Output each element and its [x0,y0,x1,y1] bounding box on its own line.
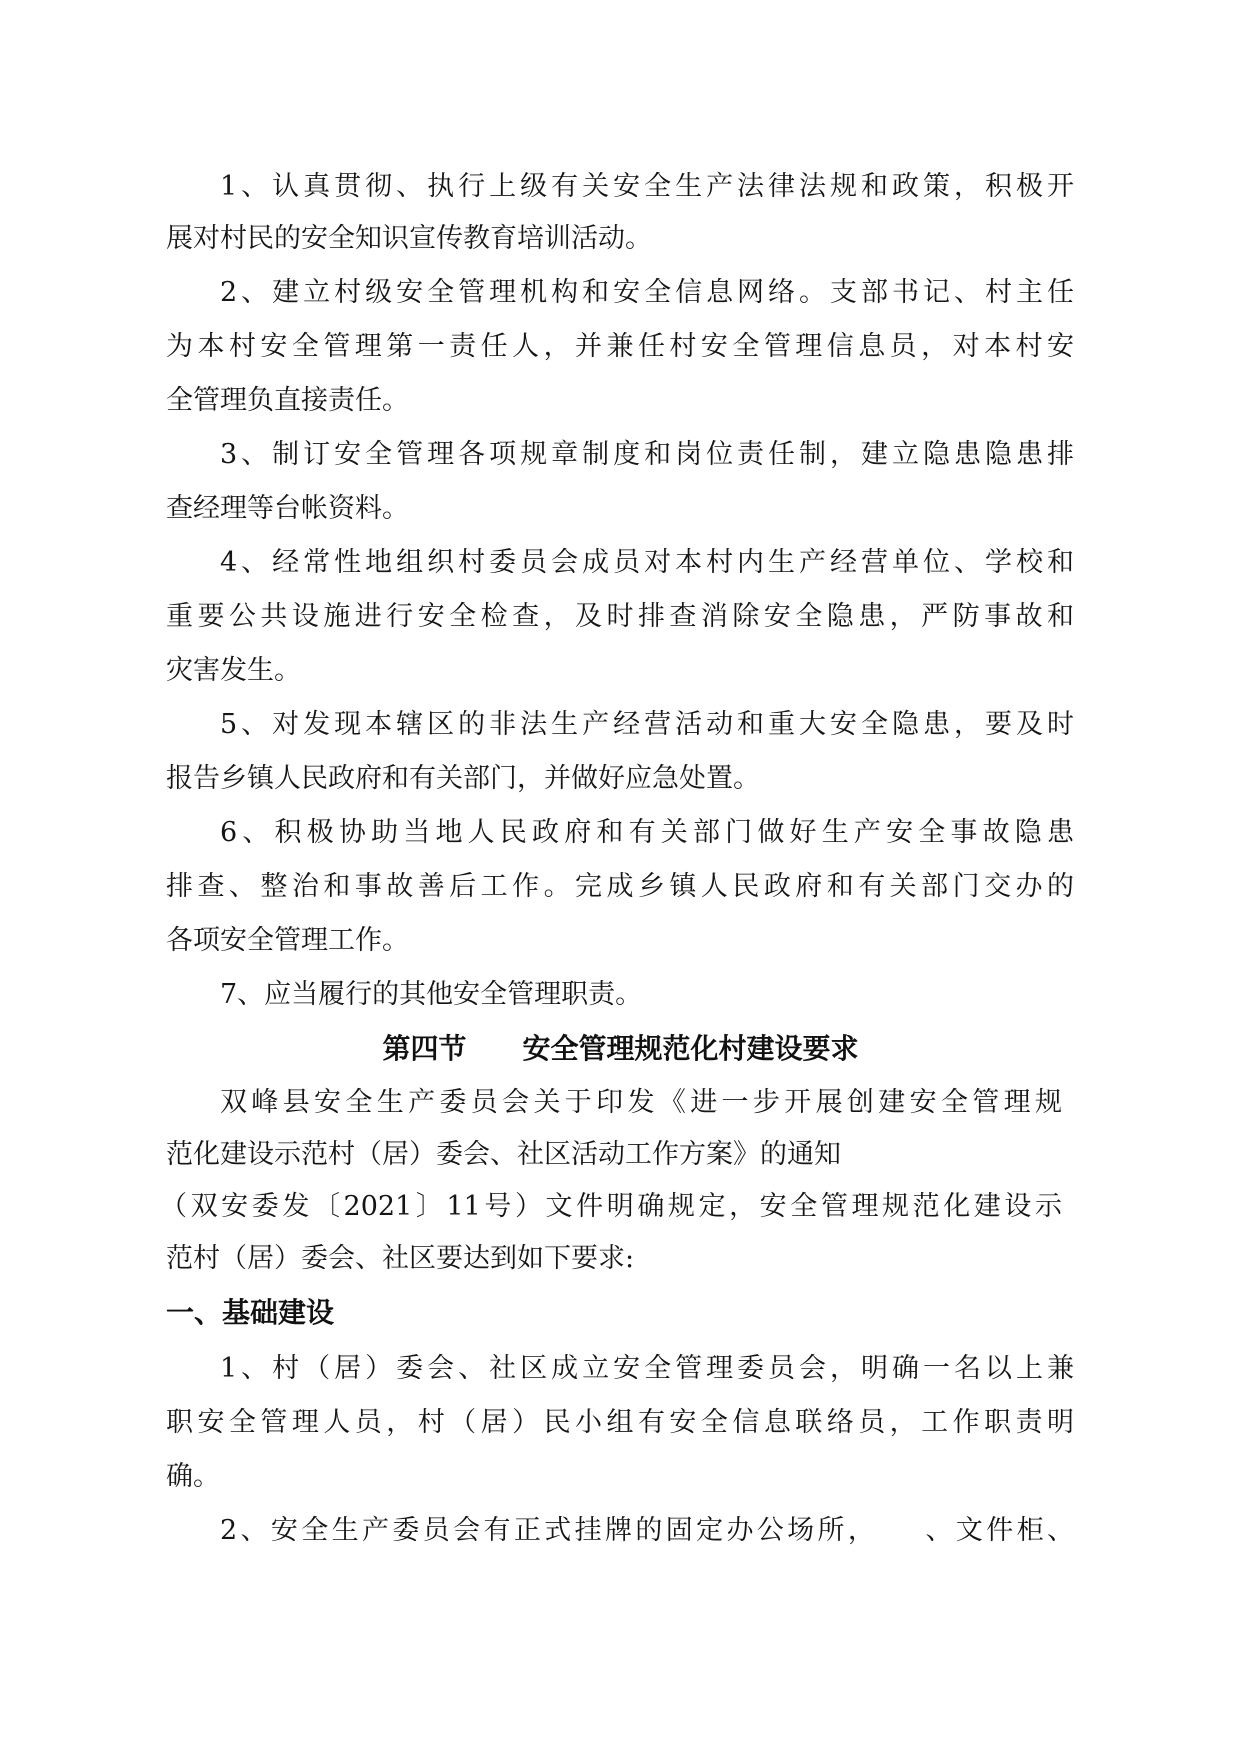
paragraph-5-line-1: 5、对发现本辖区的非法生产经营活动和重大安全隐患，要及时 [220,709,1074,740]
paragraph-3-line-1: 3、制订安全管理各项规章制度和岗位责任制，建立隐患隐患排 [220,439,1074,470]
paragraph-4-line-3: 灾害发生。 [166,655,301,686]
intro-line-2: 范化建设示范村（居）委会、社区活动工作方案》的通知 [166,1139,841,1170]
paragraph-7-line-1: 7、应当履行的其他安全管理职责。 [220,979,643,1010]
intro-line-1: 双峰县安全生产委员会关于印发《进一步开展创建安全管理规 [220,1087,1062,1118]
section-number: 第四节 [382,1032,467,1065]
paragraph-2-line-2: 为本村安全管理第一责任人，并兼任村安全管理信息员，对本村安 [166,331,1074,362]
paragraph-5-line-2: 报告乡镇人民政府和有关部门，并做好应急处置。 [166,763,760,794]
item-1-line-2: 职安全管理人员，村（居）民小组有安全信息联络员，工作职责明 [166,1407,1074,1438]
item-1-line-1: 1、村（居）委会、社区成立安全管理委员会，明确一名以上兼 [220,1353,1074,1384]
item-1-line-3: 确。 [166,1461,220,1492]
section-title: 安全管理规范化村建设要求 [522,1032,859,1065]
paragraph-1-line-1: 1、认真贯彻、执行上级有关安全生产法律法规和政策，积极开 [220,171,1074,202]
paragraph-2-line-1: 2、建立村级安全管理机构和安全信息网络。支部书记、村主任 [220,277,1074,308]
intro-line-3: （双安委发〔2021〕11号）文件明确规定，安全管理规范化建设示 [160,1191,1062,1222]
paragraph-1-line-2: 展对村民的安全知识宣传教育培训活动。 [166,223,652,254]
paragraph-4-line-2: 重要公共设施进行安全检查，及时排查消除安全隐患，严防事故和 [166,601,1074,632]
subheading-basic-construction: 一、基础建设 [166,1296,335,1329]
paragraph-4-line-1: 4、经常性地组织村委员会成员对本村内生产经营单位、学校和 [220,547,1074,578]
section-heading [0,1032,1241,1066]
paragraph-6-line-1: 6、积极协助当地人民政府和有关部门做好生产安全事故隐患 [220,817,1074,848]
paragraph-6-line-3: 各项安全管理工作。 [166,925,409,956]
paragraph-3-line-2: 查经理等台帐资料。 [166,493,409,524]
item-2-line-1: 2、安全生产委员会有正式挂牌的固定办公场所， 、文件柜、 [220,1515,1074,1546]
intro-line-4: 范村（居）委会、社区要达到如下要求: [166,1243,635,1274]
paragraph-2-line-3: 全管理负直接责任。 [166,385,409,416]
paragraph-6-line-2: 排查、整治和事故善后工作。完成乡镇人民政府和有关部门交办的 [166,871,1074,902]
